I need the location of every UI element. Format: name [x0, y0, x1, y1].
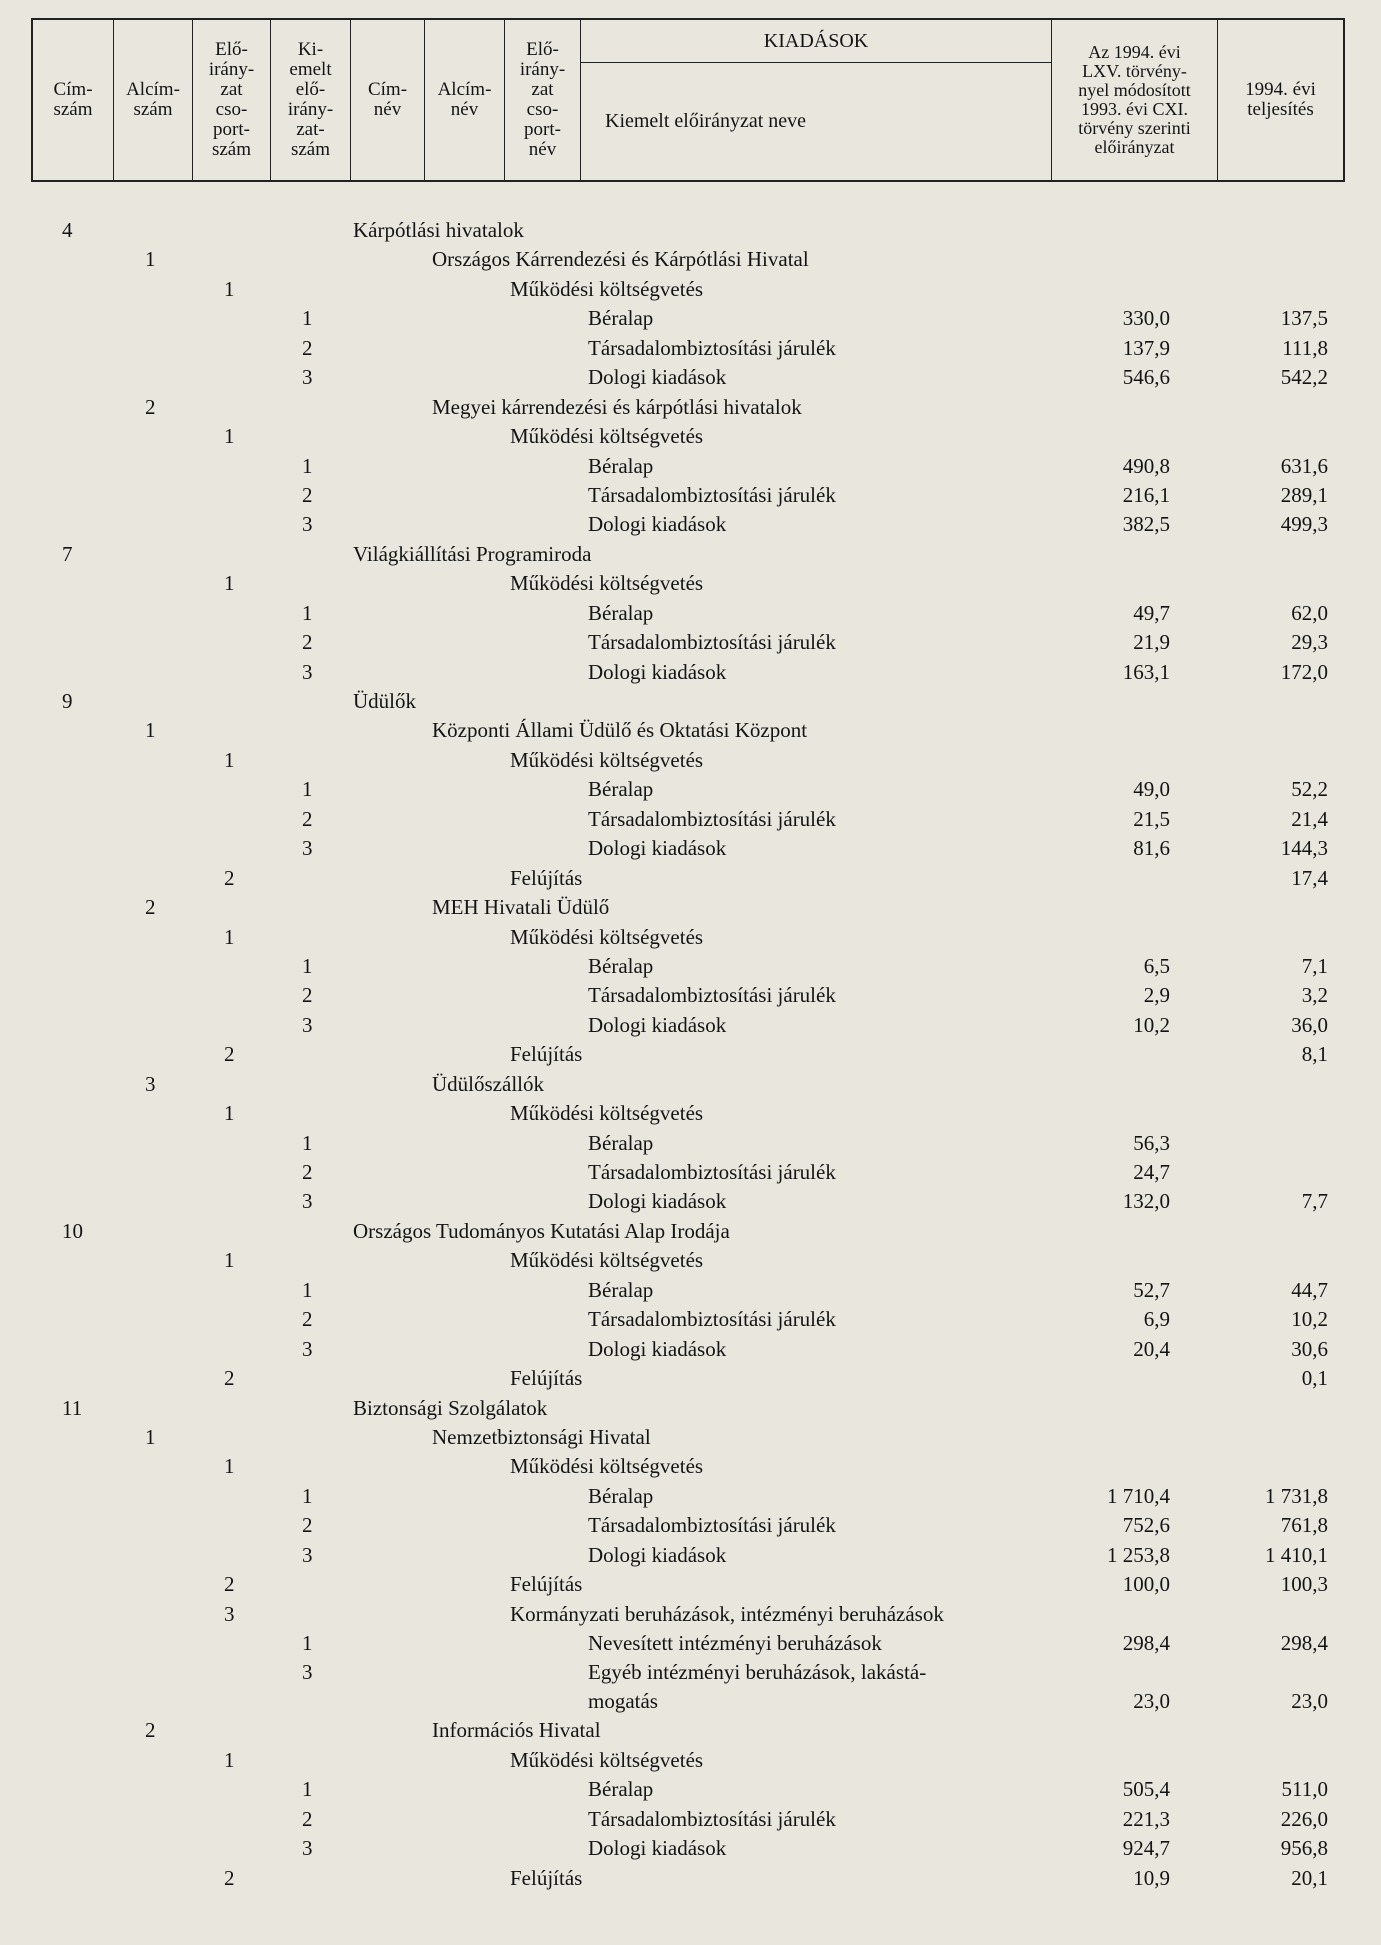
cell-teljesites-value: 44,7	[1291, 1277, 1328, 1302]
header-kiadasok-group	[581, 20, 1052, 180]
cell-teljesites-value: 21,4	[1291, 806, 1328, 831]
cell-teljesites-value: 1 731,8	[1265, 1483, 1328, 1508]
cell-kiemelt-szam: 3	[302, 1542, 313, 1567]
table-header	[31, 18, 1345, 182]
cell-cim-nev: Biztonsági Szolgálatok	[353, 1395, 548, 1420]
cell-eloiranyzat-value: 216,1	[1122, 482, 1170, 507]
cell-eloiranyzat-value: 23,0	[1133, 1689, 1170, 1714]
cell-eloiranyzat-value: 137,9	[1122, 335, 1170, 360]
table-row	[0, 422, 1381, 451]
cell-eloiranyzat-value: 21,9	[1133, 630, 1170, 655]
cell-kiemelt-nev: Dologi kiadások	[588, 365, 727, 390]
cell-csoport-szam: 1	[224, 924, 235, 949]
cell-teljesites-value: 111,8	[1282, 335, 1328, 360]
cell-kiemelt-nev: Társadalombiztosítási járulék	[588, 1307, 836, 1332]
header-kiemelt-eloiranyzat-neve: Kiemelt előirányzat neve	[605, 109, 807, 132]
cell-kiemelt-nev: Béralap	[588, 777, 654, 802]
cell-eloiranyzat-value: 221,3	[1122, 1806, 1170, 1831]
table-row	[0, 1746, 1381, 1775]
cell-eloiranyzat-value: 1 710,4	[1107, 1483, 1170, 1508]
cell-csoport-nev: Működési költségvetés	[510, 424, 704, 449]
cell-teljesites-value: 8,1	[1301, 1042, 1328, 1067]
table-row	[0, 658, 1381, 687]
table-row	[0, 1541, 1381, 1570]
cell-kiemelt-szam: 1	[302, 1777, 313, 1802]
table-row	[0, 1099, 1381, 1128]
cell-teljesites-value: 17,4	[1291, 865, 1328, 890]
cell-cimszam: 11	[62, 1395, 83, 1420]
table-row	[0, 1276, 1381, 1305]
cell-csoport-nev: Felújítás	[510, 865, 583, 890]
cell-eloiranyzat-value: 10,9	[1133, 1865, 1170, 1890]
table-row	[0, 981, 1381, 1010]
cell-csoport-szam: 2	[224, 1865, 235, 1890]
table-row	[0, 1775, 1381, 1804]
cell-teljesites-value: 29,3	[1291, 630, 1328, 655]
table-row	[0, 1217, 1381, 1246]
cell-teljesites-value: 23,0	[1291, 1689, 1328, 1714]
cell-kiemelt-nev: Dologi kiadások	[588, 1012, 727, 1037]
cell-kiemelt-nev: Dologi kiadások	[588, 1542, 727, 1567]
cell-kiemelt-nev: Egyéb intézményi beruházások, lakástá- mogatás	[588, 1660, 927, 1714]
cell-csoport-nev: Felújítás	[510, 1042, 583, 1067]
cell-eloiranyzat-value: 56,3	[1133, 1130, 1170, 1155]
cell-teljesites-value: 30,6	[1291, 1336, 1328, 1361]
header-alcimszam: Alcím- szám	[114, 20, 193, 180]
cell-cim-nev: Országos Tudományos Kutatási Alap Irodája	[353, 1218, 730, 1243]
cell-csoport-szam: 1	[224, 571, 235, 596]
table-row	[0, 1452, 1381, 1481]
table-row	[0, 716, 1381, 745]
table-row	[0, 1394, 1381, 1423]
cell-cimszam: 9	[62, 689, 73, 713]
table-row	[0, 216, 1381, 245]
cell-csoport-szam: 1	[224, 424, 235, 449]
cell-alcim-nev: MEH Hivatali Üdülő	[432, 895, 610, 920]
cell-kiemelt-nev: Társadalombiztosítási járulék	[588, 482, 836, 507]
cell-csoport-szam: 2	[224, 865, 235, 890]
cell-eloiranyzat-value: 49,0	[1133, 777, 1170, 802]
cell-kiemelt-nev: Béralap	[588, 453, 654, 478]
cell-alcimszam: 1	[145, 1424, 156, 1449]
cell-csoport-szam: 3	[224, 1601, 235, 1626]
cell-kiemelt-szam: 1	[302, 1130, 313, 1155]
cell-kiemelt-szam: 3	[302, 1660, 313, 1685]
cell-teljesites-value: 3,2	[1301, 983, 1328, 1008]
table-row	[0, 687, 1381, 716]
cell-teljesites-value: 144,3	[1280, 836, 1328, 861]
cell-cim-nev: Kárpótlási hivatalok	[353, 218, 524, 242]
cell-kiemelt-szam: 3	[302, 1012, 313, 1037]
table-row	[0, 393, 1381, 422]
cell-csoport-nev: Működési költségvetés	[510, 571, 704, 596]
cell-kiemelt-szam: 3	[302, 1836, 313, 1861]
cell-eloiranyzat-value: 382,5	[1122, 512, 1170, 537]
cell-teljesites-value: 511,0	[1281, 1777, 1328, 1802]
table-row	[0, 775, 1381, 804]
cell-kiemelt-szam: 2	[302, 335, 313, 360]
table-row	[0, 1629, 1381, 1658]
cell-kiemelt-szam: 2	[302, 806, 313, 831]
cell-csoport-szam: 2	[224, 1366, 235, 1391]
table-row	[0, 746, 1381, 775]
cell-csoport-nev: Kormányzati beruházások, intézményi beruházások	[510, 1601, 944, 1626]
cell-kiemelt-nev: Dologi kiadások	[588, 512, 727, 537]
table-row	[0, 805, 1381, 834]
cell-alcim-nev: Nemzetbiztonsági Hivatal	[432, 1424, 651, 1449]
cell-kiemelt-szam: 1	[302, 1277, 313, 1302]
table-row	[0, 510, 1381, 539]
cell-kiemelt-nev: Társadalombiztosítási járulék	[588, 1513, 836, 1538]
table-row	[0, 1423, 1381, 1452]
cell-kiemelt-nev: Dologi kiadások	[588, 1189, 727, 1214]
cell-eloiranyzat-value: 24,7	[1133, 1160, 1170, 1184]
cell-cim-nev: Üdülők	[353, 689, 416, 713]
table-row	[0, 599, 1381, 628]
cell-eloiranyzat-value: 298,4	[1122, 1631, 1170, 1655]
cell-kiemelt-szam: 3	[302, 659, 313, 684]
cell-kiemelt-nev: Nevesített intézményi beruházások	[588, 1631, 882, 1655]
table-row	[0, 1511, 1381, 1540]
table-row	[0, 452, 1381, 481]
table-row	[0, 1658, 1381, 1716]
cell-eloiranyzat-value: 546,6	[1122, 365, 1170, 390]
cell-csoport-nev: Működési költségvetés	[510, 1248, 704, 1273]
table-row	[0, 363, 1381, 392]
table-row	[0, 864, 1381, 893]
cell-teljesites-value: 10,2	[1291, 1307, 1328, 1332]
cell-teljesites-value: 7,1	[1301, 953, 1328, 978]
cell-eloiranyzat-value: 2,9	[1143, 983, 1170, 1008]
cell-kiemelt-szam: 1	[302, 1483, 313, 1508]
table-row	[0, 1864, 1381, 1893]
cell-kiemelt-nev: Társadalombiztosítási járulék	[588, 1160, 836, 1184]
cell-eloiranyzat-value: 20,4	[1133, 1336, 1170, 1361]
cell-kiemelt-szam: 3	[302, 1336, 313, 1361]
cell-eloiranyzat-value: 6,9	[1143, 1307, 1170, 1332]
table-row	[0, 1805, 1381, 1834]
header-cimnev: Cím- név	[351, 20, 425, 180]
table-row	[0, 1570, 1381, 1599]
table-row	[0, 245, 1381, 274]
cell-eloiranyzat-value: 752,6	[1122, 1513, 1170, 1538]
cell-csoport-nev: Működési költségvetés	[510, 1101, 704, 1126]
cell-csoport-szam: 2	[224, 1572, 235, 1597]
cell-cimszam: 10	[62, 1218, 83, 1243]
table-row	[0, 1040, 1381, 1069]
table-row	[0, 834, 1381, 863]
cell-eloiranyzat-value: 1 253,8	[1107, 1542, 1170, 1567]
cell-kiemelt-szam: 3	[302, 836, 313, 861]
cell-kiemelt-szam: 1	[302, 777, 313, 802]
header-kiemelt-eloiranyzat-szam: Ki- emelt elő- irány- zat- szám	[271, 20, 351, 180]
cell-eloiranyzat-value: 21,5	[1133, 806, 1170, 831]
cell-eloiranyzat-value: 49,7	[1133, 600, 1170, 625]
cell-teljesites-value: 1 410,1	[1265, 1542, 1328, 1567]
cell-csoport-szam: 1	[224, 1454, 235, 1479]
cell-alcimszam: 2	[145, 394, 156, 419]
cell-kiemelt-nev: Dologi kiadások	[588, 836, 727, 861]
cell-teljesites-value: 100,3	[1280, 1572, 1328, 1597]
cell-csoport-nev: Felújítás	[510, 1572, 583, 1597]
cell-alcim-nev: Központi Állami Üdülő és Oktatási Központ	[432, 718, 808, 743]
cell-cimszam: 4	[62, 218, 73, 242]
header-teljesites: 1994. évi teljesítés	[1245, 79, 1316, 120]
header-kiadasok: KIADÁSOK	[581, 20, 1051, 63]
cell-teljesites-value: 289,1	[1280, 482, 1328, 507]
table-row	[0, 1070, 1381, 1099]
cell-alcim-nev: Információs Hivatal	[432, 1718, 601, 1743]
cell-eloiranyzat-value: 924,7	[1122, 1836, 1170, 1861]
table-row	[0, 481, 1381, 510]
cell-kiemelt-szam: 3	[302, 1189, 313, 1214]
cell-kiemelt-nev: Társadalombiztosítási járulék	[588, 630, 836, 655]
table-row	[0, 569, 1381, 598]
cell-csoport-szam: 2	[224, 1042, 235, 1067]
cell-alcimszam: 2	[145, 1718, 156, 1743]
table-row	[0, 540, 1381, 569]
header-eloiranyzat: Az 1994. évi LXV. törvény- nyel módosított 1993. évi CXI. törvény szerinti előirányzat	[1052, 20, 1218, 180]
cell-eloiranyzat-value: 10,2	[1133, 1012, 1170, 1037]
cell-alcimszam: 1	[145, 718, 156, 743]
cell-teljesites-value: 62,0	[1291, 600, 1328, 625]
table-row	[0, 1600, 1381, 1629]
cell-teljesites-value: 0,1	[1301, 1366, 1328, 1391]
cell-teljesites-value: 226,0	[1280, 1806, 1328, 1831]
cell-kiemelt-szam: 3	[302, 512, 313, 537]
table-row	[0, 923, 1381, 952]
cell-csoport-nev: Működési költségvetés	[510, 276, 704, 301]
cell-kiemelt-szam: 2	[302, 1307, 313, 1332]
cell-kiemelt-nev: Társadalombiztosítási járulék	[588, 983, 836, 1008]
cell-kiemelt-nev: Béralap	[588, 953, 654, 978]
cell-kiemelt-szam: 3	[302, 365, 313, 390]
table-row	[0, 1246, 1381, 1275]
cell-kiemelt-szam: 2	[302, 630, 313, 655]
cell-csoport-szam: 1	[224, 747, 235, 772]
cell-eloiranyzat-value: 132,0	[1122, 1189, 1170, 1214]
cell-csoport-nev: Felújítás	[510, 1366, 583, 1391]
cell-kiemelt-nev: Béralap	[588, 1483, 654, 1508]
table-row	[0, 1335, 1381, 1364]
cell-kiemelt-nev: Béralap	[588, 600, 654, 625]
cell-csoport-nev: Működési költségvetés	[510, 1454, 704, 1479]
cell-kiemelt-szam: 1	[302, 600, 313, 625]
table-row	[0, 275, 1381, 304]
header-eloiranyzat-csoport-nev: Elő- irány- zat cso- port- név	[505, 20, 581, 180]
table-row	[0, 1716, 1381, 1745]
cell-teljesites-value: 761,8	[1280, 1513, 1328, 1538]
table-row	[0, 952, 1381, 981]
cell-csoport-szam: 1	[224, 1101, 235, 1126]
cell-kiemelt-nev: Dologi kiadások	[588, 1336, 727, 1361]
cell-teljesites-value: 137,5	[1280, 306, 1328, 331]
cell-kiemelt-nev: Béralap	[588, 306, 654, 331]
cell-teljesites-value: 36,0	[1291, 1012, 1328, 1037]
cell-eloiranyzat-value: 490,8	[1122, 453, 1170, 478]
cell-teljesites-value: 7,7	[1301, 1189, 1328, 1214]
table-row	[0, 1305, 1381, 1334]
header-cimszam: Cím- szám	[33, 20, 114, 180]
cell-teljesites-value: 499,3	[1280, 512, 1328, 537]
cell-alcim-nev: Üdülőszállók	[432, 1071, 544, 1096]
cell-csoport-nev: Működési költségvetés	[510, 1747, 704, 1772]
cell-cim-nev: Világkiállítási Programiroda	[353, 541, 592, 566]
cell-teljesites-value: 298,4	[1280, 1631, 1328, 1655]
table-row	[0, 1011, 1381, 1040]
cell-teljesites-value: 20,1	[1291, 1865, 1328, 1890]
cell-eloiranyzat-value: 163,1	[1122, 659, 1170, 684]
table-row	[0, 1129, 1381, 1158]
cell-alcimszam: 1	[145, 247, 156, 272]
cell-alcim-nev: Országos Kárrendezési és Kárpótlási Hivatal	[432, 247, 809, 272]
cell-kiemelt-szam: 2	[302, 1806, 313, 1831]
cell-teljesites-value: 172,0	[1280, 659, 1328, 684]
cell-csoport-szam: 1	[224, 276, 235, 301]
cell-kiemelt-szam: 2	[302, 482, 313, 507]
cell-cimszam: 7	[62, 541, 73, 566]
cell-alcimszam: 3	[145, 1071, 156, 1096]
cell-kiemelt-szam: 2	[302, 1513, 313, 1538]
cell-csoport-szam: 1	[224, 1248, 235, 1273]
cell-teljesites-value: 631,6	[1280, 453, 1328, 478]
table-row	[0, 893, 1381, 922]
cell-kiemelt-nev: Béralap	[588, 1277, 654, 1302]
cell-csoport-nev: Működési költségvetés	[510, 924, 704, 949]
cell-kiemelt-szam: 2	[302, 983, 313, 1008]
cell-kiemelt-nev: Béralap	[588, 1130, 654, 1155]
cell-eloiranyzat-value: 6,5	[1143, 953, 1170, 978]
cell-eloiranyzat-value: 330,0	[1122, 306, 1170, 331]
cell-csoport-nev: Felújítás	[510, 1865, 583, 1890]
table-row	[0, 1158, 1381, 1187]
cell-kiemelt-nev: Dologi kiadások	[588, 1836, 727, 1861]
cell-teljesites-value: 542,2	[1280, 365, 1328, 390]
cell-kiemelt-nev: Dologi kiadások	[588, 659, 727, 684]
cell-eloiranyzat-value: 81,6	[1133, 836, 1170, 861]
header-alcimnev: Alcím- név	[425, 20, 505, 180]
cell-kiemelt-szam: 1	[302, 953, 313, 978]
cell-eloiranyzat-value: 100,0	[1122, 1572, 1170, 1597]
cell-alcimszam: 2	[145, 895, 156, 920]
cell-kiemelt-nev: Társadalombiztosítási járulék	[588, 335, 836, 360]
cell-teljesites-value: 956,8	[1280, 1836, 1328, 1861]
cell-kiemelt-szam: 1	[302, 1631, 313, 1655]
table-row	[0, 304, 1381, 333]
cell-csoport-szam: 1	[224, 1747, 235, 1772]
cell-kiemelt-nev: Társadalombiztosítási járulék	[588, 806, 836, 831]
cell-kiemelt-szam: 1	[302, 306, 313, 331]
cell-teljesites-value: 52,2	[1291, 777, 1328, 802]
cell-alcim-nev: Megyei kárrendezési és kárpótlási hivatalok	[432, 394, 802, 419]
table-row	[0, 1364, 1381, 1393]
header-eloiranyzat-csoport-szam: Elő- irány- zat cso- port- szám	[193, 20, 271, 180]
cell-kiemelt-szam: 1	[302, 453, 313, 478]
cell-kiemelt-szam: 2	[302, 1160, 313, 1184]
table-row	[0, 1187, 1381, 1216]
table-body	[0, 216, 1381, 1893]
table-row	[0, 1834, 1381, 1863]
cell-eloiranyzat-value: 505,4	[1122, 1777, 1170, 1802]
table-row	[0, 628, 1381, 657]
cell-eloiranyzat-value: 52,7	[1133, 1277, 1170, 1302]
cell-kiemelt-nev: Társadalombiztosítási járulék	[588, 1806, 836, 1831]
table-row	[0, 334, 1381, 363]
cell-csoport-nev: Működési költségvetés	[510, 747, 704, 772]
table-row	[0, 1482, 1381, 1511]
cell-kiemelt-nev: Béralap	[588, 1777, 654, 1802]
